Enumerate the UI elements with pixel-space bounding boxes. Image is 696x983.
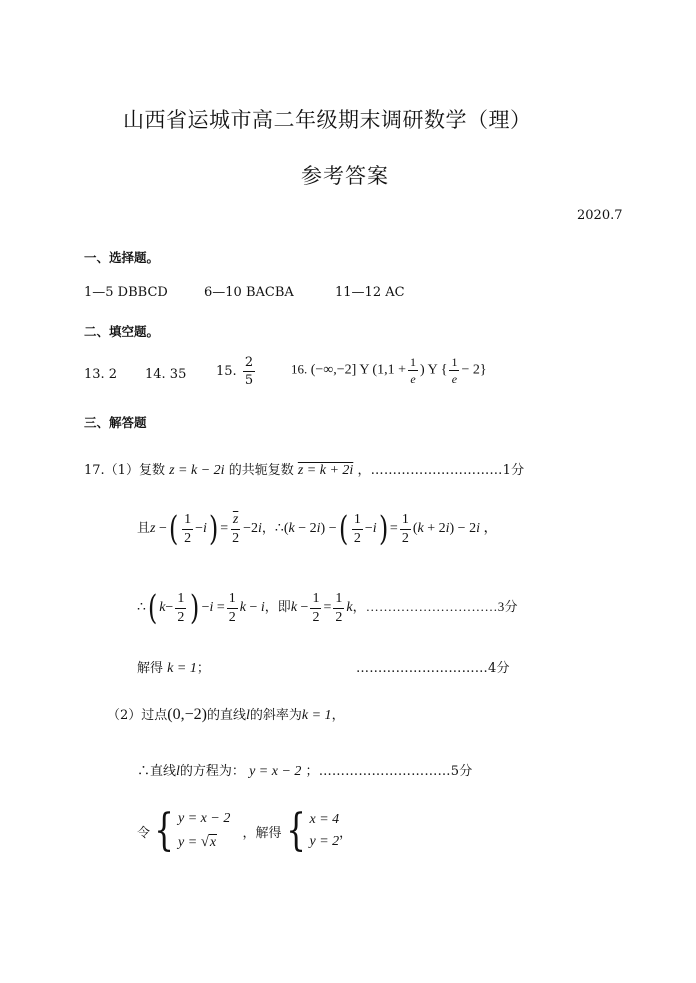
expr-k-text: k = 1 (167, 661, 197, 676)
document-date: 2020.7 (577, 208, 623, 223)
score-1: ，…………………………1分 (357, 463, 525, 478)
q16-label: 16. (291, 361, 308, 377)
slope-expr: k = 1 (301, 708, 332, 723)
section1-heading: 一、选择题。 (84, 250, 160, 265)
line-equation: y = x − 2 (249, 764, 302, 779)
score-5: ；…………………………5分 (305, 764, 473, 779)
therefore-sign: ∴ (274, 521, 284, 537)
choice-answers-1-5: 1—5 DBBCD (84, 285, 168, 300)
therefore-sign: ∴ (137, 600, 146, 616)
section3-heading: 三、解答题 (84, 415, 147, 430)
q17-line4 (137, 657, 210, 677)
q15-fraction (243, 356, 255, 387)
e-var: e (410, 372, 416, 386)
section2-heading: 二、填空题。 (84, 324, 160, 339)
fill-answer-16 (291, 356, 487, 385)
q15-label: 15. (216, 364, 237, 379)
score-3: ，…………………………3分 (352, 599, 518, 615)
frac-num: 1 (451, 355, 458, 369)
sys2-eq1: x = 4 (309, 812, 340, 827)
line7-comma: ， (339, 825, 353, 841)
line7-prefix: 令 (137, 825, 151, 841)
line7-mid: ，解得 (242, 825, 282, 841)
sys1-eq1: y = x − 2 (178, 811, 231, 826)
expr-k (167, 661, 197, 676)
frac-den (408, 371, 417, 385)
q16-frac-2 (449, 356, 459, 385)
line6-mid: 的方程为： (179, 764, 245, 779)
expr-zbar (298, 463, 353, 478)
q17-line7 (137, 805, 353, 857)
q16-part2: ) Y { (419, 362, 448, 378)
q17-line1 (84, 459, 524, 479)
q17-part2-line (107, 704, 345, 724)
system-brace: { (154, 805, 174, 857)
q17-line2: 且z −( $\frac{1}{2}$ −i) = $\frac{\overline{z}}{2}$ −2i，∴(k − 2i) −( $\frac{1}{2}$ −i) = $\frac{1}{2}$ (k + 2i) − 2i ， (137, 509, 498, 549)
line4-prefix: 解得 (137, 661, 164, 676)
system-1 (178, 808, 230, 855)
q17-mid: 的共轭复数 (228, 463, 294, 478)
sys1-eq2: y = √x (178, 834, 217, 851)
q15-numerator: 2 (244, 355, 254, 370)
q17-line3: ∴( k− $\frac{1}{2}$ ) −i = $\frac{1}{2}$ k − i，即k − $\frac{1}{2}$ = $\frac{1}{2}$ k，…………………………3分 (137, 588, 518, 628)
line-l: l (176, 764, 180, 779)
sys2-eq2: y = 2 (309, 834, 340, 850)
document-title: 山西省运城市高二年级期末调研数学（理） (123, 108, 532, 132)
sys1-radicand: x (209, 835, 217, 851)
line2-comma: ， (261, 520, 275, 536)
q16-frac-1 (408, 356, 418, 385)
fill-answer-15 (216, 356, 257, 387)
q17-line6 (137, 760, 472, 780)
line-l: l (245, 708, 250, 723)
system-2 (310, 809, 340, 854)
choice-answers-6-10: 6—10 BACBA (204, 285, 294, 300)
q17-prefix: 17.（1）复数 (84, 463, 165, 478)
line6-prefix: ∴直线 (137, 764, 177, 779)
score-4: …………………………4分 (356, 661, 510, 676)
semicolon: ； (196, 661, 210, 676)
system-brace: { (285, 805, 306, 857)
frac-den (450, 371, 459, 385)
frac-num: 1 (409, 355, 416, 369)
e-var: e (451, 372, 458, 386)
expr-z-text: z = k − 2i (169, 463, 225, 478)
q16-part1: (−∞,−2] Y (1,1 + (310, 362, 406, 378)
document-subtitle: 参考答案 (301, 164, 389, 188)
expr-zbar-text: z = k + 2i (297, 463, 354, 478)
line2-prefix: 且 (137, 520, 151, 536)
sys1-eq2-pre: y = (178, 835, 201, 851)
part2-comma: ， (331, 708, 345, 723)
fill-answer-14: 14. 35 (145, 367, 187, 382)
q16-part3: − 2} (461, 362, 487, 378)
part2-mid2: 的斜率为 (249, 708, 302, 723)
fill-answer-13: 13. 2 (84, 367, 118, 382)
expr-z (169, 463, 224, 478)
part2-mid: 的直线 (206, 708, 246, 723)
choice-answers-11-12: 11—12 AC (335, 285, 405, 300)
q15-denominator: 5 (244, 373, 254, 388)
part2-prefix: （2）过点 (107, 708, 168, 723)
line3-mid: ，即 (264, 599, 291, 615)
point-expr: (0,−2) (167, 706, 207, 723)
